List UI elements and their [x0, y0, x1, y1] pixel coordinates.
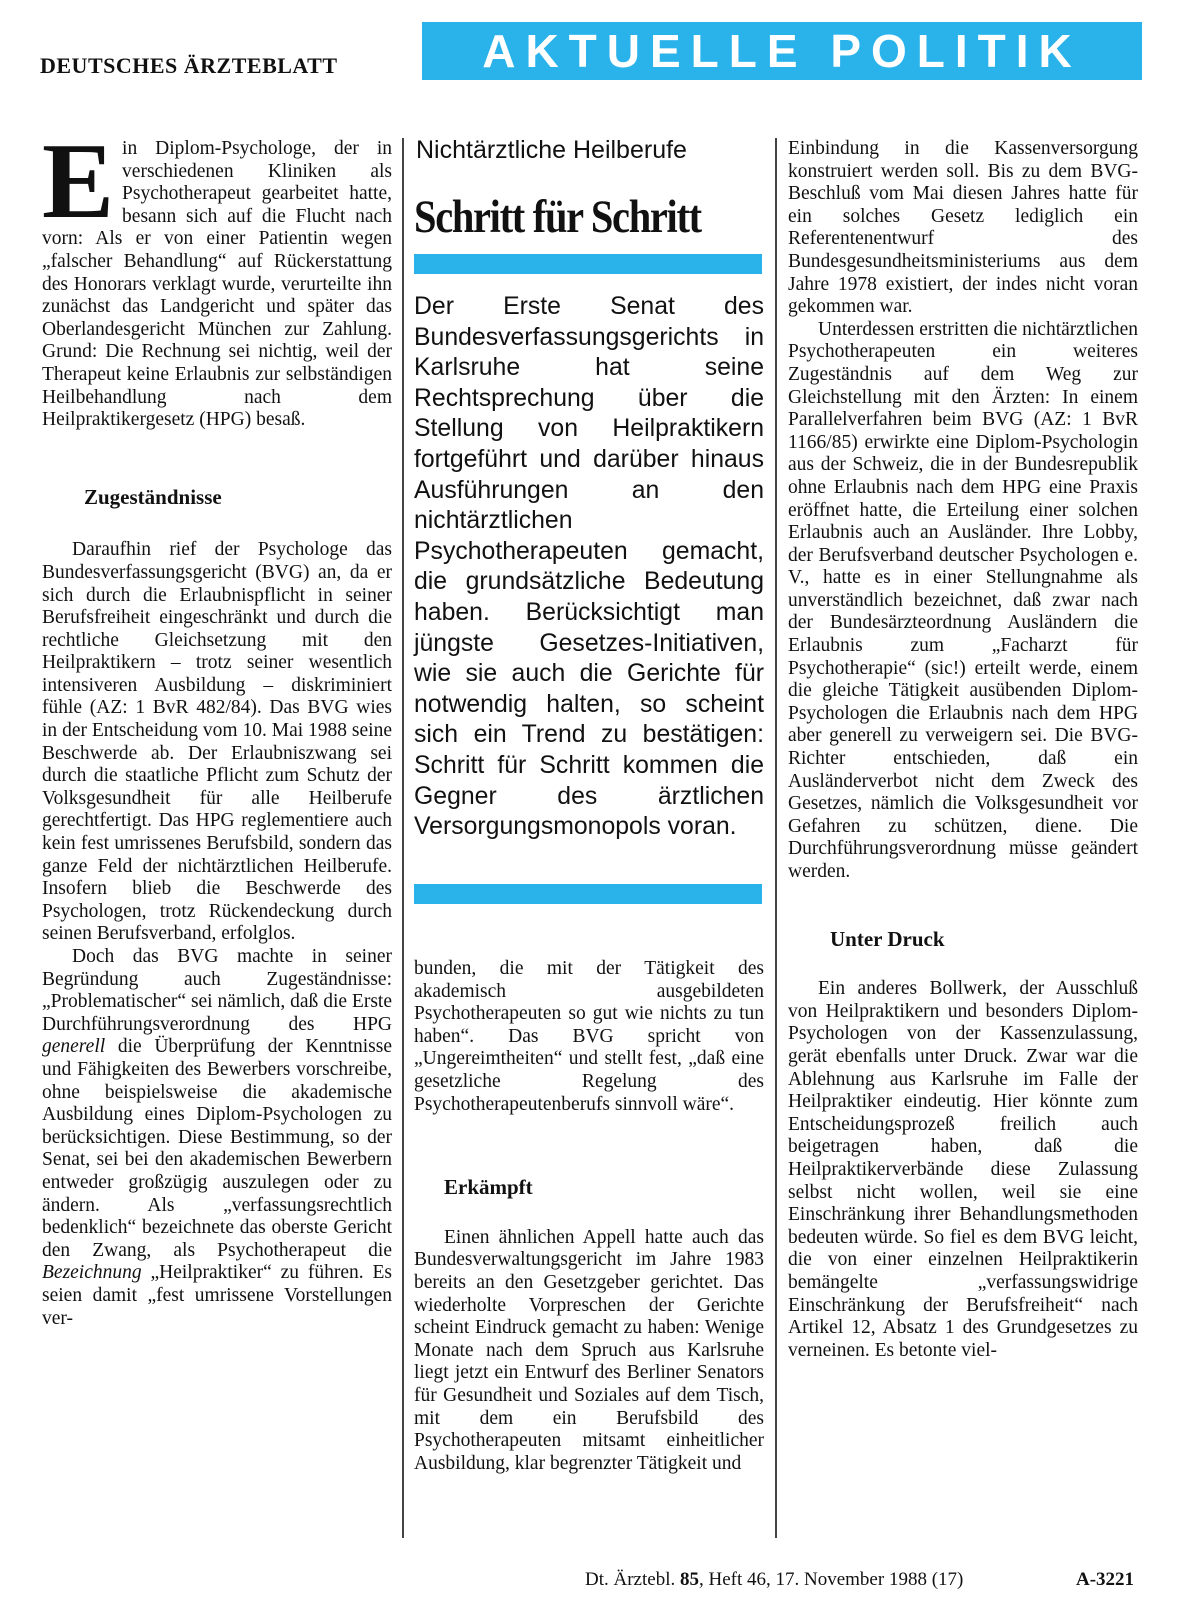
lead-paragraph: Der Erste Senat des Bundesverfassungsgerichts in Karlsruhe hat seine Rechtsprechung über die Stellung von Heilpraktikern fortgeführt und darüber hinaus Ausführungen an den nichtärztlichen Psychotherapeuten gemacht, die grundsätzliche Bedeutung haben. Berücksichtigt man jüngste Gesetzes-Initiativen, wie sie auch die Gerichte für notwendig halten, so scheint sich ein Trend zu bestätigen: Schritt für Schritt kommen die Gegner des ärztlichen Versorgungsmonopols voran.	[414, 293, 764, 841]
article-kicker: Nichtärztliche Heilberufe	[416, 136, 687, 164]
decorative-bar	[414, 254, 762, 274]
paragraph: in Diplom-Psychologe, der in verschiedenen Kliniken als Psychotherapeut gearbeitet hatte, besann sich auf die Flucht nach vorn: Als er von einer Patientin wegen „falscher Behandlung“ auf Rückerstattung des Honorars verklagt wurde, verurteilte ihn zunächst das Landgericht und später das Oberlandesgericht München zur Zahlung. Grund: Die Rechnung sei nichtig, weil der Therapeut keine Erlaubnis zur selbständigen Heilbehandlung nach dem Heilpraktikergesetz (HPG) besaß.	[42, 138, 392, 431]
decorative-bar	[414, 884, 762, 904]
paragraph: Unterdessen erstritten die nichtärztlichen Psychotherapeuten ein weiteres Zugeständnis auf dem Weg zur Gleichstellung mit den Ärzten: In einem Parallelverfahren beim BVG (AZ: 1 BvR 1166/85) erwirkte eine Diplom-Psychologin aus der Schweiz, die in der Bundesrepublik ohne Erlaubnis nach dem HPG eine Praxis eröffnet hatte, die Erteilung einer solchen Erlaubnis auch an Ausländer. Ihre Lobby, der Berufsverband deutscher Psychologen e. V., hatte es in einer Stellungnahme als unverständlich bezeichnet, daß zwar nach der Bundesärzteordnung Ausländern die Erlaubnis zum „Facharzt für Psychotherapie“ (sic!) erteilt werde, einem die gleiche Tätigkeit ausübenden Diplom-Psychologen die Erlaubnis nach dem HPG aber generell zu verweigern sei. Die BVG-Richter entschieden, daß ein Ausländerverbot nicht dem Zweck des Gesetzes, nämlich die Volksgesundheit vor Gefahren zu schützen, diene. Die Durchführungsverordnung müsse geändert werden.	[788, 318, 1138, 882]
paragraph: Ein anderes Bollwerk, der Ausschluß von Heilpraktikern und besonders Diplom-Psychologen von der Kassenzulassung, gerät ebenfalls unter Druck. Zwar war die Ablehnung aus Karlsruhe im Falle der Heilpraktiker eindeutig. Hier könnte zum Entscheidungsprozeß freilich auch beigetragen haben, daß die Heilpraktikerverbände diese Zulassung selbst nicht wollen, weil sie eine Einschränkung ihrer Behandlungsmethoden bedeuten würde. So fiel es dem BVG leicht, die von einer einzelnen Heilpraktikerin bemängelte „verfassungswidrige Einschränkung der Berufsfreiheit“ nach Artikel 12, Absatz 1 des Grundgesetzes zu verneinen. Es betonte viel-	[788, 978, 1138, 1361]
subheading-erkaempft: Erkämpft	[444, 1175, 533, 1200]
subheading-zugestaendnisse: Zugeständnisse	[84, 484, 222, 509]
column-middle	[414, 958, 764, 1475]
column-rule	[775, 138, 777, 1538]
section-banner: AKTUELLE POLITIK	[422, 22, 1142, 80]
article-headline: Schritt für Schritt	[414, 191, 701, 243]
page-number: A-3221	[1076, 1569, 1135, 1590]
subheading-unter-druck: Unter Druck	[830, 926, 945, 951]
drop-cap: E	[42, 122, 115, 241]
paragraph: Daraufhin rief der Psychologe das Bundesverfassungsgericht (BVG) an, da er sich durch die Erlaubnispflicht in seiner Berufsfreiheit eingeschränkt und durch die rechtliche Gleichsetzung mit den Heilpraktikern – trotz seiner wesentlich intensiveren Ausbildung – diskriminiert fühle (AZ: 1 BvR 482/84). Das BVG wies in der Entscheidung vom 10. Mai 1988 seine Beschwerde ab. Der Erlaubniszwang sei durch die staatliche Pflicht zum Schutz der Volksgesundheit für alle Heilberufe gerechtfertigt. Das HPG reglementiere auch kein fest umrissenes Berufsbild, sondern das ganze Feld der nichtärztlichen Heilberufe. Insofern blieb die Beschwerde des Psychologen, trotz Rückendeckung durch seinen Berufsverband, erfolglos.	[42, 539, 392, 945]
column-left	[42, 122, 392, 1330]
paragraph: Einbindung in die Kassenversorgung konstruiert werden soll. Bis zu dem BVG-Beschluß vom Mai diesen Jahres hatte für ein solches Gesetz lediglich ein Referentenentwurf des Bundesgesundheitsministeriums aus dem Jahre 1978 existiert, der indes nicht voran gekommen war.	[788, 138, 1138, 318]
paragraph: Doch das BVG machte in seiner Begründung auch Zugeständnisse: „Problematischer“ sei nämlich, daß die Erste Durchführungsverordnung des HPG generell die Überprüfung der Kenntnisse und Fähigkeiten des Bewerbers vorschreibe, ohne beispielsweise die akademische Ausbildung eines Diplom-Psychologen zu berücksichtigen. Diese Bestimmung, so der Senat, sei bei den akademischen Bewerbern entweder großzügig auszulegen oder zu ändern. Als „verfassungsrechtlich bedenklich“ bezeichnete das oberste Gericht den Zwang, als Psychotherapeut die Bezeichnung „Heilpraktiker“ zu führen. Es seien damit „fest umrissene Vorstellungen ver-	[42, 946, 392, 1329]
column-rule	[402, 138, 404, 1538]
paragraph: Einen ähnlichen Appell hatte auch das Bundesverwaltungsgericht im Jahre 1983 bereits an den Gesetzgeber gerichtet. Das wiederholte Vorpreschen der Gerichte scheint Eindruck gemacht zu haben: Wenige Monate nach dem Spruch aus Karlsruhe liegt jetzt ein Entwurf des Berliner Senators für Gesundheit und Soziales auf dem Tisch, mit dem ein Berufsbild des Psychotherapeuten mitsamt einheitlicher Ausbildung, klar begrenzter Tätigkeit und	[414, 1226, 764, 1474]
paragraph: bunden, die mit der Tätigkeit des akademisch ausgebildeten Psychotherapeuten so gut wie nichts zu tun haben“. Das BVG spricht von „Ungereimtheiten“ und stellt fest, „daß eine gesetzliche Regelung des Psychotherapeutenberufs sinnvoll wäre“.	[414, 958, 764, 1115]
footer-citation: Dt. Ärztebl. 85, Heft 46, 17. November 1988 (17)	[585, 1569, 964, 1590]
masthead: DEUTSCHES ÄRZTEBLATT	[40, 53, 338, 78]
column-right	[788, 138, 1138, 1362]
